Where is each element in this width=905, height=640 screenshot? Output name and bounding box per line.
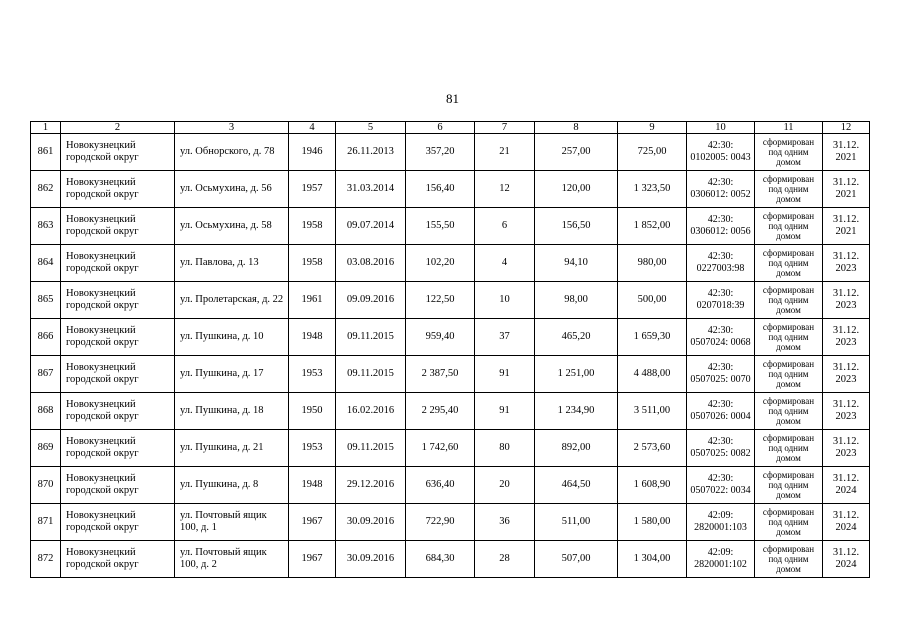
resettlement-deadline-cell: 31.12. 2021 bbox=[823, 134, 870, 171]
land-status-cell: сформирован под одним домом bbox=[755, 393, 823, 430]
row-number-cell: 865 bbox=[31, 282, 61, 319]
municipality-cell: Новокузнецкий городской округ bbox=[61, 504, 175, 541]
column-number-cell: 5 bbox=[336, 122, 406, 134]
land-area-cell: 1 304,00 bbox=[618, 541, 687, 578]
row-number-cell: 861 bbox=[31, 134, 61, 171]
resettlement-deadline-cell: 31.12. 2024 bbox=[823, 467, 870, 504]
land-status-cell: сформирован под одним домом bbox=[755, 171, 823, 208]
living-area-cell: 1 251,00 bbox=[535, 356, 618, 393]
land-area-cell: 2 573,60 bbox=[618, 430, 687, 467]
cadastral-number-cell: 42:30: 0507025: 0070 bbox=[687, 356, 755, 393]
cadastral-number-cell: 42:30: 0507024: 0068 bbox=[687, 319, 755, 356]
total-area-cell: 122,50 bbox=[406, 282, 475, 319]
total-area-cell: 2 295,40 bbox=[406, 393, 475, 430]
total-area-cell: 722,90 bbox=[406, 504, 475, 541]
living-area-cell: 1 234,90 bbox=[535, 393, 618, 430]
living-area-cell: 465,20 bbox=[535, 319, 618, 356]
recognition-date-cell: 29.12.2016 bbox=[336, 467, 406, 504]
residents-count-cell: 12 bbox=[475, 171, 535, 208]
land-status-cell: сформирован под одним домом bbox=[755, 208, 823, 245]
land-area-cell: 4 488,00 bbox=[618, 356, 687, 393]
table-body bbox=[31, 122, 870, 578]
table-row bbox=[31, 541, 870, 578]
address-cell: ул. Почтовый ящик 100, д. 2 bbox=[175, 541, 289, 578]
municipality-cell: Новокузнецкий городской округ bbox=[61, 134, 175, 171]
year-built-cell: 1958 bbox=[289, 245, 336, 282]
row-number-cell: 872 bbox=[31, 541, 61, 578]
column-number-cell: 11 bbox=[755, 122, 823, 134]
land-area-cell: 500,00 bbox=[618, 282, 687, 319]
resettlement-deadline-cell: 31.12. 2023 bbox=[823, 356, 870, 393]
municipality-cell: Новокузнецкий городской округ bbox=[61, 430, 175, 467]
municipality-cell: Новокузнецкий городской округ bbox=[61, 356, 175, 393]
recognition-date-cell: 30.09.2016 bbox=[336, 504, 406, 541]
total-area-cell: 959,40 bbox=[406, 319, 475, 356]
land-status-cell: сформирован под одним домом bbox=[755, 430, 823, 467]
total-area-cell: 102,20 bbox=[406, 245, 475, 282]
recognition-date-cell: 09.11.2015 bbox=[336, 319, 406, 356]
cadastral-number-cell: 42:30: 0306012: 0052 bbox=[687, 171, 755, 208]
column-number-cell: 8 bbox=[535, 122, 618, 134]
recognition-date-cell: 16.02.2016 bbox=[336, 393, 406, 430]
residents-count-cell: 91 bbox=[475, 356, 535, 393]
table-row bbox=[31, 504, 870, 541]
living-area-cell: 892,00 bbox=[535, 430, 618, 467]
municipality-cell: Новокузнецкий городской округ bbox=[61, 245, 175, 282]
residents-count-cell: 91 bbox=[475, 393, 535, 430]
land-status-cell: сформирован под одним домом bbox=[755, 504, 823, 541]
address-cell: ул. Павлова, д. 13 bbox=[175, 245, 289, 282]
cadastral-number-cell: 42:09: 2820001:102 bbox=[687, 541, 755, 578]
resettlement-deadline-cell: 31.12. 2021 bbox=[823, 171, 870, 208]
land-status-cell: сформирован под одним домом bbox=[755, 467, 823, 504]
living-area-cell: 120,00 bbox=[535, 171, 618, 208]
resettlement-deadline-cell: 31.12. 2024 bbox=[823, 541, 870, 578]
land-status-cell: сформирован под одним домом bbox=[755, 319, 823, 356]
land-status-cell: сформирован под одним домом bbox=[755, 245, 823, 282]
table-row bbox=[31, 356, 870, 393]
table-row bbox=[31, 467, 870, 504]
recognition-date-cell: 03.08.2016 bbox=[336, 245, 406, 282]
living-area-cell: 94,10 bbox=[535, 245, 618, 282]
table-row bbox=[31, 393, 870, 430]
living-area-cell: 156,50 bbox=[535, 208, 618, 245]
resettlement-deadline-cell: 31.12. 2024 bbox=[823, 504, 870, 541]
table-row bbox=[31, 134, 870, 171]
residents-count-cell: 36 bbox=[475, 504, 535, 541]
total-area-cell: 155,50 bbox=[406, 208, 475, 245]
row-number-cell: 871 bbox=[31, 504, 61, 541]
table-row bbox=[31, 282, 870, 319]
recognition-date-cell: 30.09.2016 bbox=[336, 541, 406, 578]
recognition-date-cell: 31.03.2014 bbox=[336, 171, 406, 208]
address-cell: ул. Пушкина, д. 17 bbox=[175, 356, 289, 393]
resettlement-deadline-cell: 31.12. 2023 bbox=[823, 282, 870, 319]
row-number-cell: 867 bbox=[31, 356, 61, 393]
land-area-cell: 1 659,30 bbox=[618, 319, 687, 356]
cadastral-number-cell: 42:30: 0507026: 0004 bbox=[687, 393, 755, 430]
table-row bbox=[31, 245, 870, 282]
residents-count-cell: 37 bbox=[475, 319, 535, 356]
land-status-cell: сформирован под одним домом bbox=[755, 541, 823, 578]
row-number-cell: 866 bbox=[31, 319, 61, 356]
column-number-cell: 7 bbox=[475, 122, 535, 134]
living-area-cell: 464,50 bbox=[535, 467, 618, 504]
year-built-cell: 1953 bbox=[289, 430, 336, 467]
living-area-cell: 511,00 bbox=[535, 504, 618, 541]
year-built-cell: 1953 bbox=[289, 356, 336, 393]
land-area-cell: 1 608,90 bbox=[618, 467, 687, 504]
total-area-cell: 357,20 bbox=[406, 134, 475, 171]
address-cell: ул. Пушкина, д. 10 bbox=[175, 319, 289, 356]
land-status-cell: сформирован под одним домом bbox=[755, 282, 823, 319]
land-status-cell: сформирован под одним домом bbox=[755, 356, 823, 393]
municipality-cell: Новокузнецкий городской округ bbox=[61, 319, 175, 356]
cadastral-number-cell: 42:09: 2820001:103 bbox=[687, 504, 755, 541]
year-built-cell: 1950 bbox=[289, 393, 336, 430]
year-built-cell: 1967 bbox=[289, 541, 336, 578]
land-area-cell: 1 580,00 bbox=[618, 504, 687, 541]
row-number-cell: 864 bbox=[31, 245, 61, 282]
table-row bbox=[31, 319, 870, 356]
total-area-cell: 156,40 bbox=[406, 171, 475, 208]
municipality-cell: Новокузнецкий городской округ bbox=[61, 208, 175, 245]
land-area-cell: 3 511,00 bbox=[618, 393, 687, 430]
residents-count-cell: 4 bbox=[475, 245, 535, 282]
resettlement-deadline-cell: 31.12. 2021 bbox=[823, 208, 870, 245]
total-area-cell: 1 742,60 bbox=[406, 430, 475, 467]
recognition-date-cell: 26.11.2013 bbox=[336, 134, 406, 171]
address-cell: ул. Пушкина, д. 8 bbox=[175, 467, 289, 504]
residents-count-cell: 21 bbox=[475, 134, 535, 171]
column-number-row bbox=[31, 122, 870, 134]
municipality-cell: Новокузнецкий городской округ bbox=[61, 282, 175, 319]
residents-count-cell: 28 bbox=[475, 541, 535, 578]
column-number-cell: 4 bbox=[289, 122, 336, 134]
row-number-cell: 870 bbox=[31, 467, 61, 504]
column-number-cell: 3 bbox=[175, 122, 289, 134]
housing-registry-table bbox=[30, 121, 870, 578]
living-area-cell: 257,00 bbox=[535, 134, 618, 171]
address-cell: ул. Осьмухина, д. 58 bbox=[175, 208, 289, 245]
cadastral-number-cell: 42:30: 0306012: 0056 bbox=[687, 208, 755, 245]
address-cell: ул. Осьмухина, д. 56 bbox=[175, 171, 289, 208]
resettlement-deadline-cell: 31.12. 2023 bbox=[823, 245, 870, 282]
column-number-cell: 2 bbox=[61, 122, 175, 134]
recognition-date-cell: 09.07.2014 bbox=[336, 208, 406, 245]
column-number-cell: 10 bbox=[687, 122, 755, 134]
row-number-cell: 869 bbox=[31, 430, 61, 467]
land-area-cell: 725,00 bbox=[618, 134, 687, 171]
address-cell: ул. Пушкина, д. 18 bbox=[175, 393, 289, 430]
column-number-cell: 12 bbox=[823, 122, 870, 134]
municipality-cell: Новокузнецкий городской округ bbox=[61, 393, 175, 430]
cadastral-number-cell: 42:30: 0207018:39 bbox=[687, 282, 755, 319]
year-built-cell: 1946 bbox=[289, 134, 336, 171]
year-built-cell: 1957 bbox=[289, 171, 336, 208]
residents-count-cell: 80 bbox=[475, 430, 535, 467]
row-number-cell: 863 bbox=[31, 208, 61, 245]
table-row bbox=[31, 171, 870, 208]
residents-count-cell: 10 bbox=[475, 282, 535, 319]
column-number-cell: 6 bbox=[406, 122, 475, 134]
cadastral-number-cell: 42:30: 0102005: 0043 bbox=[687, 134, 755, 171]
resettlement-deadline-cell: 31.12. 2023 bbox=[823, 319, 870, 356]
municipality-cell: Новокузнецкий городской округ bbox=[61, 171, 175, 208]
total-area-cell: 2 387,50 bbox=[406, 356, 475, 393]
land-area-cell: 1 323,50 bbox=[618, 171, 687, 208]
cadastral-number-cell: 42:30: 0507022: 0034 bbox=[687, 467, 755, 504]
cadastral-number-cell: 42:30: 0507025: 0082 bbox=[687, 430, 755, 467]
land-area-cell: 980,00 bbox=[618, 245, 687, 282]
address-cell: ул. Почтовый ящик 100, д. 1 bbox=[175, 504, 289, 541]
total-area-cell: 684,30 bbox=[406, 541, 475, 578]
year-built-cell: 1967 bbox=[289, 504, 336, 541]
row-number-cell: 862 bbox=[31, 171, 61, 208]
recognition-date-cell: 09.11.2015 bbox=[336, 356, 406, 393]
recognition-date-cell: 09.11.2015 bbox=[336, 430, 406, 467]
page-number: 81 bbox=[446, 91, 459, 106]
living-area-cell: 507,00 bbox=[535, 541, 618, 578]
land-status-cell: сформирован под одним домом bbox=[755, 134, 823, 171]
residents-count-cell: 20 bbox=[475, 467, 535, 504]
column-number-cell: 1 bbox=[31, 122, 61, 134]
address-cell: ул. Пушкина, д. 21 bbox=[175, 430, 289, 467]
cadastral-number-cell: 42:30: 0227003:98 bbox=[687, 245, 755, 282]
resettlement-deadline-cell: 31.12. 2023 bbox=[823, 430, 870, 467]
row-number-cell: 868 bbox=[31, 393, 61, 430]
year-built-cell: 1948 bbox=[289, 467, 336, 504]
table-row bbox=[31, 430, 870, 467]
table-row bbox=[31, 208, 870, 245]
residents-count-cell: 6 bbox=[475, 208, 535, 245]
municipality-cell: Новокузнецкий городской округ bbox=[61, 541, 175, 578]
column-number-cell: 9 bbox=[618, 122, 687, 134]
land-area-cell: 1 852,00 bbox=[618, 208, 687, 245]
recognition-date-cell: 09.09.2016 bbox=[336, 282, 406, 319]
total-area-cell: 636,40 bbox=[406, 467, 475, 504]
address-cell: ул. Пролетарская, д. 22 bbox=[175, 282, 289, 319]
year-built-cell: 1961 bbox=[289, 282, 336, 319]
year-built-cell: 1958 bbox=[289, 208, 336, 245]
municipality-cell: Новокузнецкий городской округ bbox=[61, 467, 175, 504]
year-built-cell: 1948 bbox=[289, 319, 336, 356]
address-cell: ул. Обнорского, д. 78 bbox=[175, 134, 289, 171]
resettlement-deadline-cell: 31.12. 2023 bbox=[823, 393, 870, 430]
living-area-cell: 98,00 bbox=[535, 282, 618, 319]
